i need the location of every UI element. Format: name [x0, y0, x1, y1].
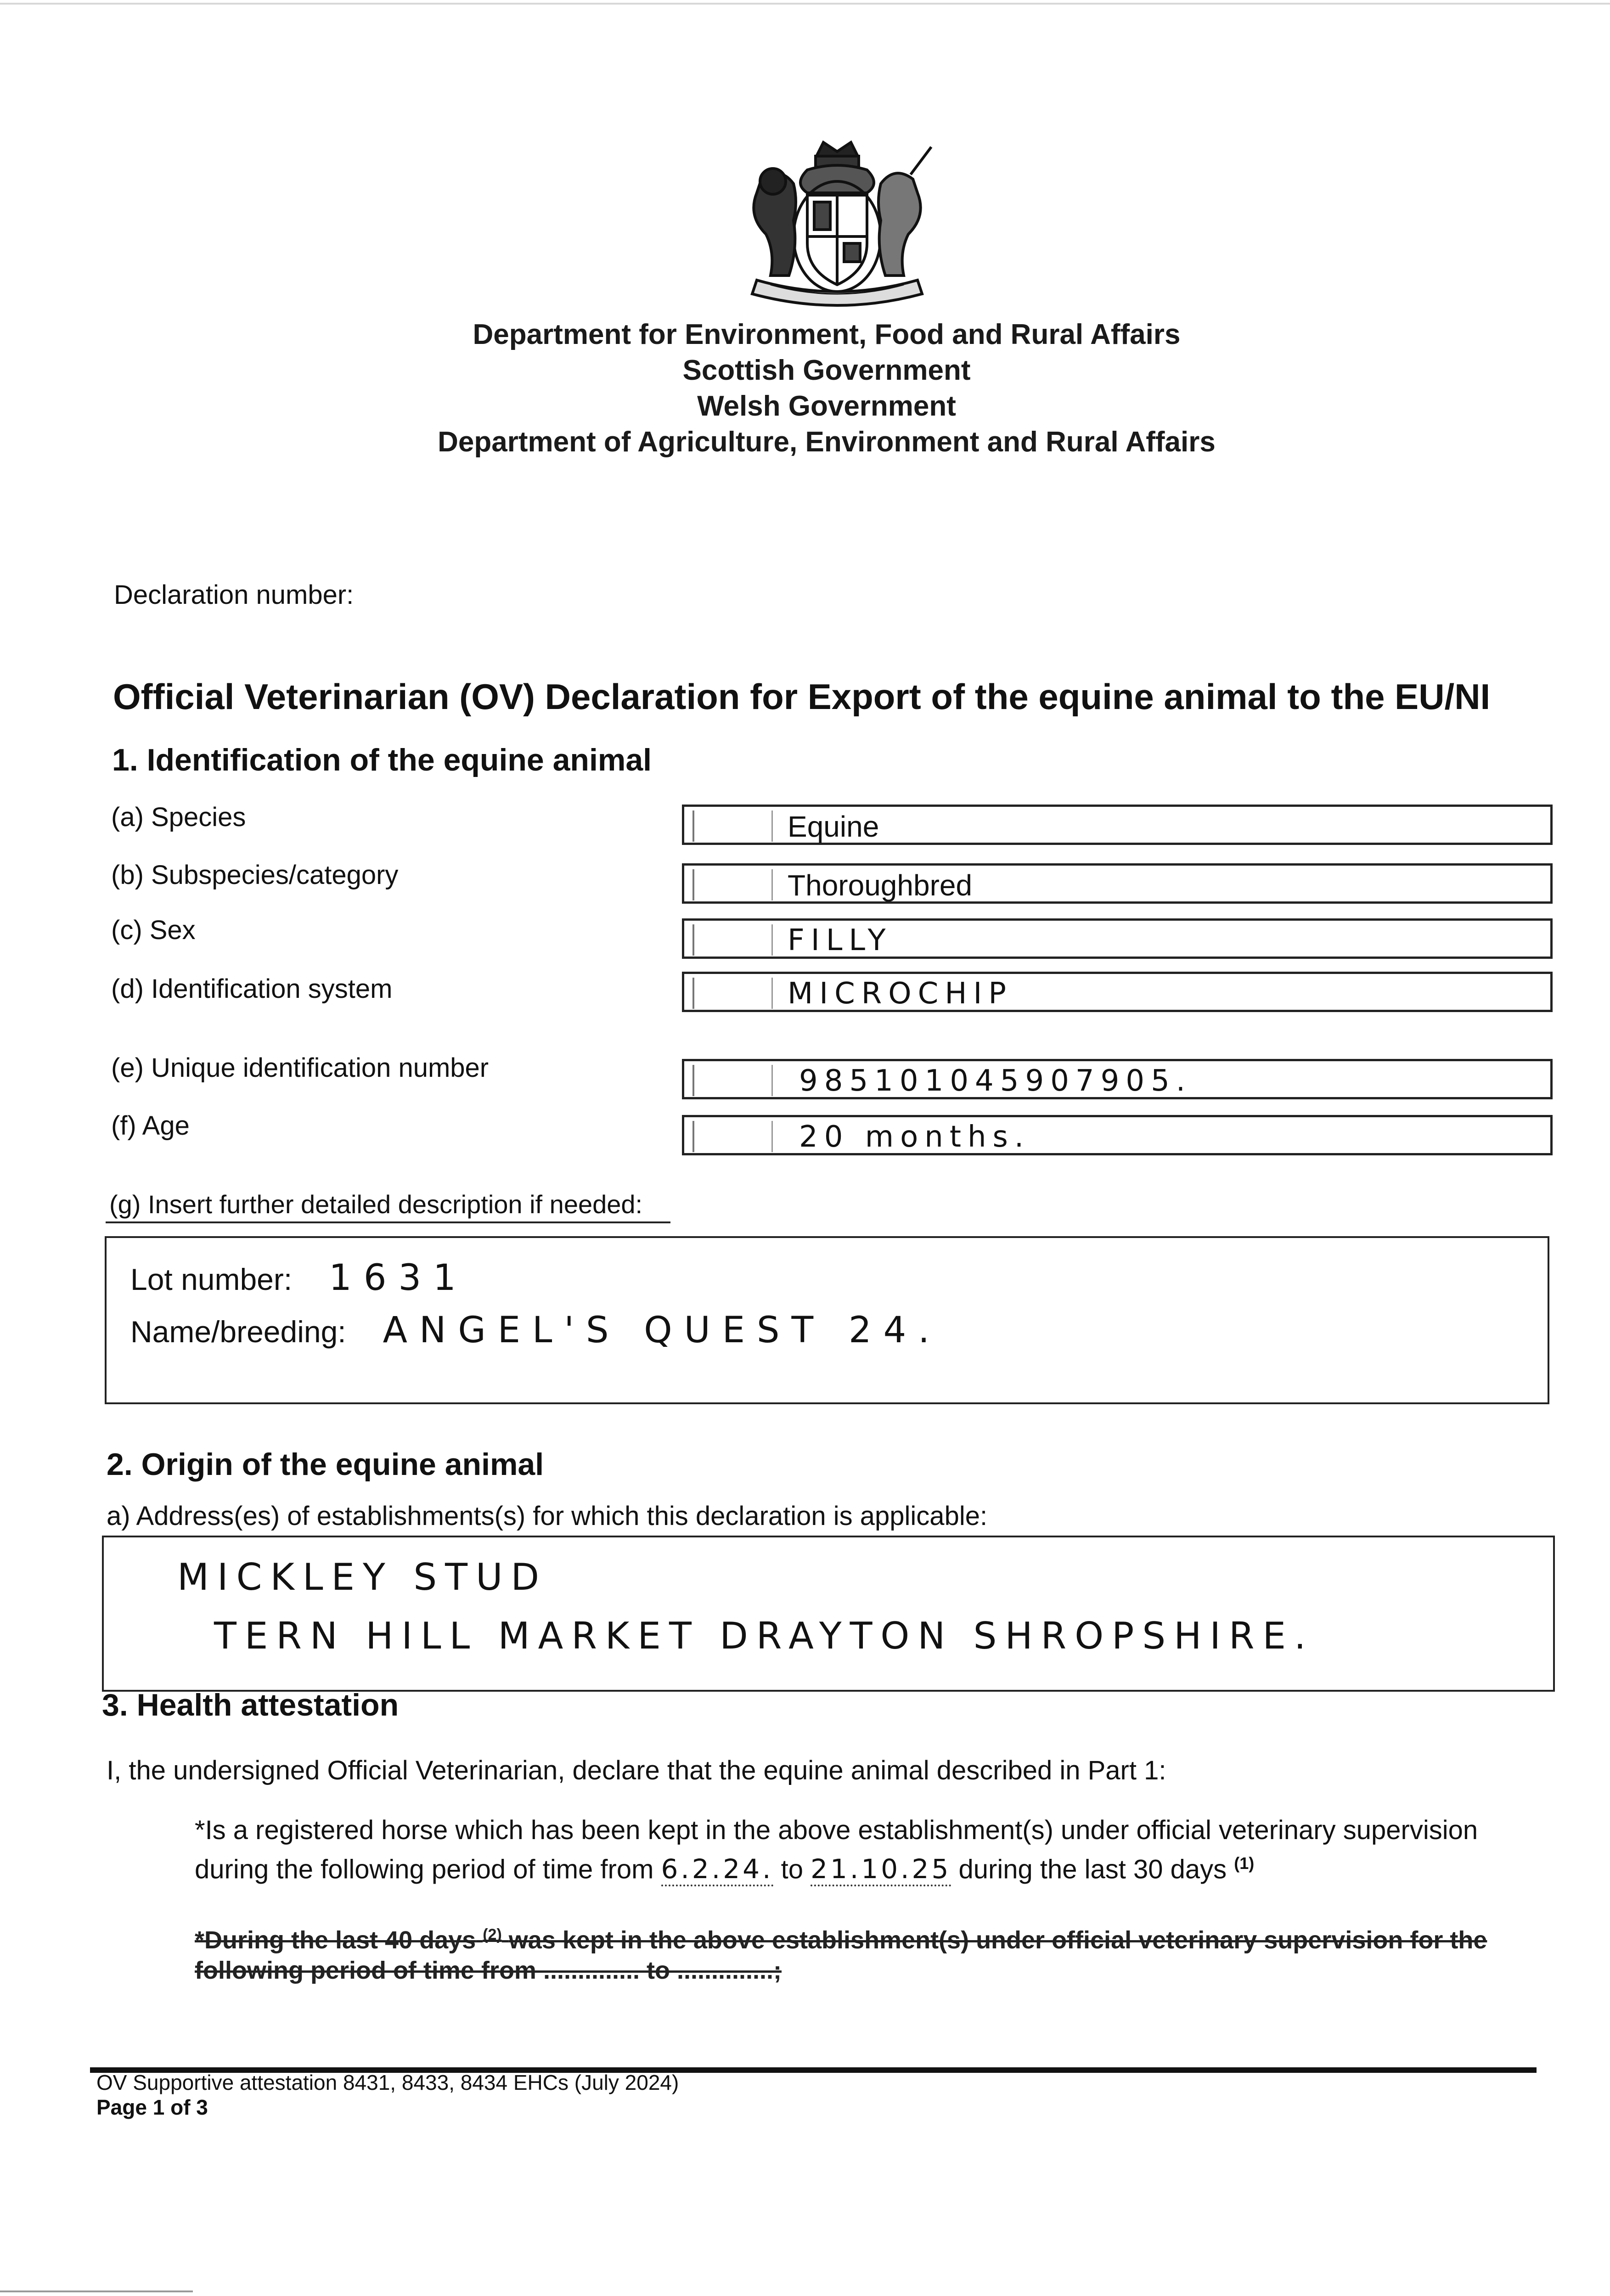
- clause-1-end: during the last 30 days: [958, 1854, 1227, 1885]
- scan-edge-rule: [0, 3, 1610, 5]
- royal-coat-of-arms-icon: [729, 138, 945, 317]
- health-attestation-intro: I, the undersigned Official Veterinarian, declare that the equine animal described in Part 1:: [107, 1756, 1166, 1785]
- age-field[interactable]: [682, 1115, 1553, 1155]
- sex-label: (c) Sex: [111, 915, 196, 945]
- department-line: Department of Agriculture, Environment and Rural Affairs: [438, 426, 1216, 458]
- section-1-heading: 1. Identification of the equine animal: [112, 743, 652, 777]
- attestation-clause-1: [195, 1814, 1526, 1886]
- scan-edge-rule: [0, 2290, 193, 2292]
- footer-attestation-ref: OV Supportive attestation 8431, 8433, 8434 EHCs (July 2024): [96, 2071, 679, 2094]
- establishment-address-box[interactable]: [102, 1536, 1555, 1692]
- document-title: Official Veterinarian (OV) Declaration for Export of the equine animal to the EU/NI: [113, 676, 1491, 717]
- species-label: (a) Species: [111, 802, 246, 832]
- period-from-date[interactable]: 6.2.24.: [661, 1853, 774, 1886]
- address-instructions: a) Address(es) of establishments(s) for which this declaration is applicable:: [107, 1501, 988, 1531]
- name-breeding-row: [130, 1310, 941, 1351]
- id-system-field[interactable]: [682, 972, 1553, 1012]
- declaration-number-label: Declaration number:: [114, 580, 354, 610]
- lot-number-label: Lot number:: [130, 1262, 293, 1296]
- section-2-heading: 2. Origin of the equine animal: [107, 1447, 544, 1482]
- id-system-label: (d) Identification system: [111, 974, 393, 1004]
- further-description-label: (g) Insert further detailed description if needed:: [109, 1190, 643, 1219]
- name-breeding-label: Name/breeding:: [130, 1315, 346, 1349]
- department-line: Scottish Government: [682, 355, 971, 386]
- unique-id-label: (e) Unique identification number: [111, 1053, 489, 1083]
- section-3-heading: 3. Health attestation: [102, 1688, 399, 1722]
- clause-1-to: to: [781, 1854, 803, 1885]
- address-line-2: TERN HILL MARKET DRAYTON SHROPSHIRE.: [214, 1615, 1314, 1657]
- species-field[interactable]: [682, 805, 1553, 845]
- age-label: (f) Age: [111, 1111, 190, 1141]
- age-value: 20 months.: [799, 1120, 1030, 1154]
- subspecies-value: Thoroughbred: [788, 869, 973, 902]
- label-underline: [106, 1221, 670, 1223]
- footnote-ref-2: (2): [483, 1926, 502, 1943]
- subspecies-field[interactable]: [682, 863, 1553, 904]
- department-line: Welsh Government: [697, 390, 956, 422]
- name-breeding-value: ANGEL'S QUEST 24.: [383, 1310, 942, 1351]
- clause-1-text: *Is a registered horse which has been kept in the above establishment(s) under official veterinary supervision during the following period of time from: [195, 1815, 1478, 1885]
- department-names: [321, 317, 1332, 460]
- sex-field[interactable]: [682, 918, 1553, 959]
- id-system-value: MICROCHIP: [788, 977, 1013, 1011]
- attestation-clause-2-struck: [195, 1919, 1526, 1986]
- period-to-date[interactable]: 21.10.25: [811, 1853, 951, 1886]
- page-number: Page 1 of 3: [96, 2095, 208, 2119]
- species-value: Equine: [788, 810, 879, 843]
- unique-id-field[interactable]: [682, 1059, 1553, 1099]
- subspecies-label: (b) Subspecies/category: [111, 860, 399, 890]
- further-description-box[interactable]: [105, 1236, 1549, 1404]
- address-line-1: MICKLEY STUD: [177, 1556, 548, 1598]
- clause-2-end: was kept in the above establishment(s) under official veterinary supervision for the following period of time from .............. to ..............;: [195, 1926, 1487, 1984]
- footnote-ref-1: (1): [1234, 1854, 1255, 1873]
- department-line: Department for Environment, Food and Rural Affairs: [473, 319, 1181, 350]
- lot-number-row: [130, 1257, 468, 1299]
- lot-number-value: 1631: [329, 1257, 468, 1299]
- sex-value: FILLY: [788, 923, 892, 957]
- clause-2-text: *During the last 40 days: [195, 1926, 476, 1954]
- unique-id-value: 985101045907905.: [799, 1064, 1192, 1098]
